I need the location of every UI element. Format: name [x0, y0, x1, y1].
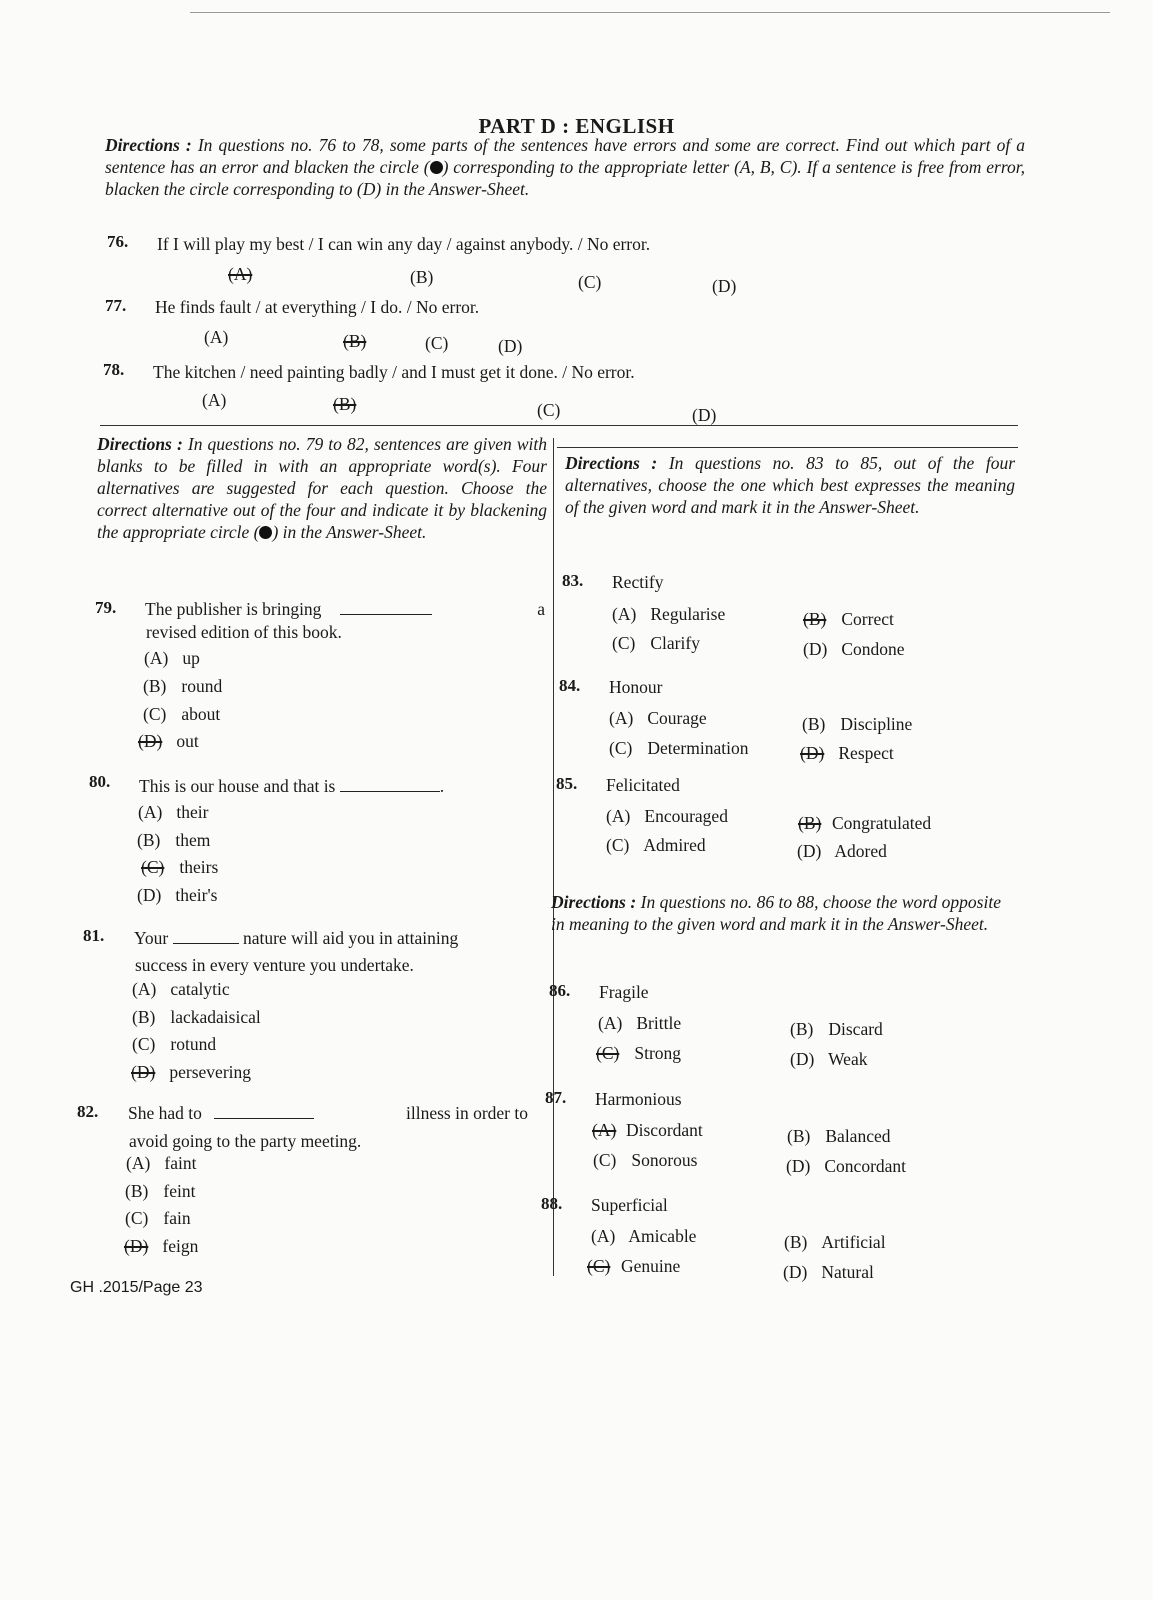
question-word: Superficial: [591, 1195, 668, 1215]
question-number: 87.: [545, 1088, 567, 1107]
directions-label: Directions :: [565, 453, 658, 473]
option-b[interactable]: (B) Correct: [803, 609, 894, 629]
option-c[interactable]: (C) Clarify: [612, 633, 700, 653]
question-number: 84.: [559, 676, 581, 695]
option-b[interactable]: (B): [343, 331, 367, 351]
question-number: 88.: [541, 1194, 563, 1213]
question-text: She had to illness in order to: [128, 1103, 528, 1123]
option-a[interactable]: (A) Discordant: [592, 1120, 703, 1140]
directions-76-78: Directions : In questions no. 76 to 78, some parts of the sentences have errors and some are correct. Find out which part of a sentence has an error and blacken the circle ( ) corresponding to the appropriate letter (A, B, C). If a sentence is free from error, blacken the circle corresponding to (D) in the Answer-Sheet.: [105, 135, 1025, 199]
option-c[interactable]: (C) rotund: [132, 1034, 217, 1054]
option-d[interactable]: (D) Condone: [803, 639, 905, 659]
option-d[interactable]: (D) feign: [124, 1236, 199, 1256]
question-text: If I will play my best / I can win any day / against anybody. / No error.: [157, 234, 651, 254]
option-b[interactable]: (B): [333, 394, 357, 414]
directions-83-85: Directions : In questions no. 83 to 85, out of the four alternatives, choose the one which best expresses the meaning of the given word and mark it in the Answer-Sheet.: [565, 453, 1016, 517]
option-a[interactable]: (A) Regularise: [612, 604, 726, 624]
option-c[interactable]: (C): [425, 333, 449, 353]
question-word: Felicitated: [606, 775, 680, 795]
directions-86-88: Directions : In questions no. 86 to 88, choose the word opposite in meaning to the given word and mark it in the Answer-Sheet.: [551, 892, 1001, 934]
directions-label: Directions :: [551, 892, 637, 912]
directions-label: Directions :: [105, 135, 192, 155]
question-number: 78.: [103, 360, 125, 379]
option-a[interactable]: (A) Courage: [609, 708, 707, 728]
question-word: Rectify: [612, 572, 664, 592]
option-c[interactable]: (C): [537, 400, 561, 420]
option-c[interactable]: (C) about: [143, 704, 221, 724]
question-text: Your nature will aid you in attaining: [134, 928, 459, 948]
option-c[interactable]: (C) theirs: [141, 857, 219, 877]
option-a[interactable]: (A) Amicable: [591, 1226, 697, 1246]
question-number: 81.: [83, 926, 105, 945]
option-d[interactable]: (D) Weak: [790, 1049, 868, 1069]
option-d[interactable]: (D) out: [138, 731, 199, 751]
option-b[interactable]: (B) Balanced: [787, 1126, 891, 1146]
option-a[interactable]: (A) Encouraged: [606, 806, 728, 826]
directions-79-82: Directions : In questions no. 79 to 82, sentences are given with blanks to be filled in with an appropriate word(s). Four alternatives are suggested for each question. Choose the correct alternative out of the four and indicate it by blackening the appropriate circle ( ) in the Answer-Sheet.: [97, 434, 547, 542]
filled-circle-icon: [259, 526, 272, 539]
question-number: 76.: [107, 232, 129, 251]
question-text: avoid going to the party meeting.: [129, 1131, 362, 1151]
question-text: This is our house and that is .: [139, 776, 445, 796]
option-b[interactable]: (B) Congratulated: [798, 813, 932, 833]
option-b[interactable]: (B) lackadaisical: [132, 1007, 261, 1027]
option-b[interactable]: (B) round: [143, 676, 223, 696]
section-divider: [100, 425, 1018, 426]
option-b[interactable]: (B): [410, 267, 434, 287]
option-b[interactable]: (B) Discard: [790, 1019, 883, 1039]
option-c[interactable]: (C) Admired: [606, 835, 706, 855]
option-d[interactable]: (D) their's: [137, 885, 218, 905]
option-a[interactable]: (A) their: [138, 802, 209, 822]
option-d[interactable]: (D) persevering: [131, 1062, 252, 1082]
option-d[interactable]: (D) Respect: [800, 743, 894, 763]
option-c[interactable]: (C) fain: [125, 1208, 191, 1228]
option-d[interactable]: (D): [692, 405, 717, 425]
question-text: revised edition of this book.: [146, 622, 342, 642]
page-title: PART D : ENGLISH: [478, 114, 675, 138]
option-a[interactable]: (A) up: [144, 648, 200, 668]
option-c[interactable]: (C) Genuine: [587, 1256, 681, 1276]
option-d[interactable]: (D) Adored: [797, 841, 887, 861]
option-a[interactable]: (A) Brittle: [598, 1013, 682, 1033]
question-word: Fragile: [599, 982, 649, 1002]
option-b[interactable]: (B) feint: [125, 1181, 196, 1201]
question-number: 85.: [556, 774, 578, 793]
question-text: The publisher is bringing a: [145, 599, 545, 619]
option-c[interactable]: (C) Determination: [609, 738, 749, 758]
option-a[interactable]: (A) catalytic: [132, 979, 230, 999]
question-text: success in every venture you undertake.: [135, 955, 414, 975]
question-word: Harmonious: [595, 1089, 682, 1109]
question-number: 83.: [562, 571, 584, 590]
option-b[interactable]: (B) Discipline: [802, 714, 913, 734]
question-word: Honour: [609, 677, 663, 697]
option-c[interactable]: (C): [578, 272, 602, 292]
option-c[interactable]: (C) Strong: [596, 1043, 682, 1063]
top-rule: [190, 12, 1110, 13]
question-text: He finds fault / at everything / I do. / No error.: [155, 297, 480, 317]
option-a[interactable]: (A) faint: [126, 1153, 197, 1173]
question-text: The kitchen / need painting badly / and I must get it done. / No error.: [153, 362, 635, 382]
right-column-rule: [557, 447, 1018, 448]
filled-circle-icon: [430, 161, 443, 174]
question-number: 77.: [105, 296, 127, 315]
directions-label: Directions :: [97, 434, 183, 454]
question-number: 79.: [95, 598, 117, 617]
column-divider: [553, 438, 554, 1276]
option-c[interactable]: (C) Sonorous: [593, 1150, 698, 1170]
question-number: 80.: [89, 772, 111, 791]
option-d[interactable]: (D): [712, 276, 737, 296]
question-number: 86.: [549, 981, 571, 1000]
option-d[interactable]: (D): [498, 336, 523, 356]
option-b[interactable]: (B) them: [137, 830, 211, 850]
option-b[interactable]: (B) Artificial: [784, 1232, 886, 1252]
option-a[interactable]: (A): [204, 327, 229, 347]
option-a[interactable]: (A): [202, 390, 227, 410]
option-d[interactable]: (D) Concordant: [786, 1156, 907, 1176]
page-footer: GH .2015/Page 23: [70, 1279, 203, 1296]
option-a[interactable]: (A): [228, 264, 253, 284]
option-d[interactable]: (D) Natural: [783, 1262, 874, 1282]
question-number: 82.: [77, 1102, 99, 1121]
